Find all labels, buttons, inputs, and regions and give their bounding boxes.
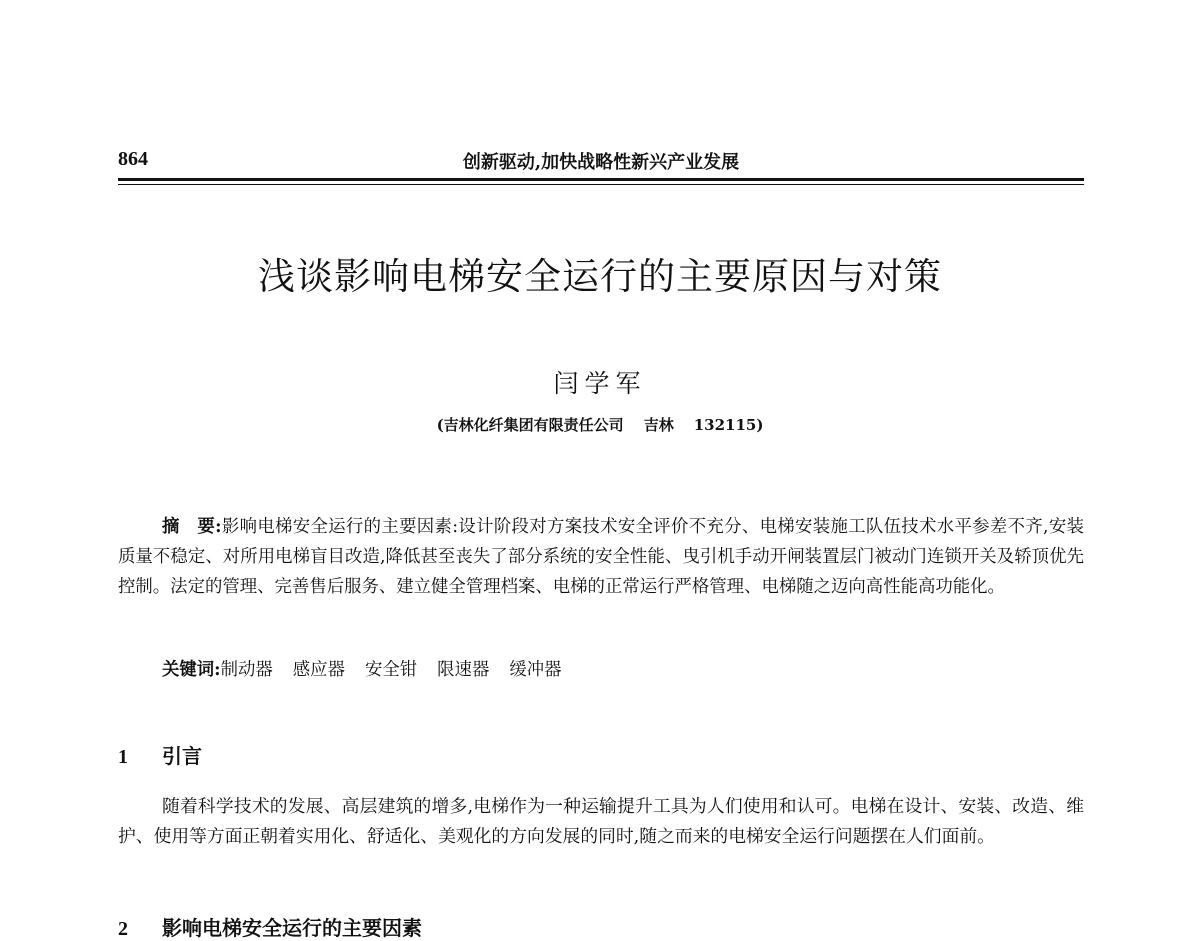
keyword-item: 安全钳	[364, 660, 418, 680]
keywords-label: 关键词:	[162, 660, 221, 680]
page-number: 864	[118, 148, 148, 170]
affiliation-open-paren: (	[436, 416, 444, 434]
section-heading-introduction	[118, 740, 202, 769]
author-name: 闫学军	[553, 369, 647, 398]
section-number: 1	[118, 746, 128, 768]
keyword-item: 感应器	[292, 660, 345, 680]
section-title: 引言	[162, 744, 202, 768]
article-title: 浅谈影响电梯安全运行的主要原因与对策	[258, 255, 942, 298]
keyword-item: 限速器	[437, 660, 490, 680]
section-heading-main-factors	[118, 912, 422, 941]
section-number: 2	[118, 918, 128, 940]
affiliation-organization: 吉林化纤集团有限责任公司	[443, 416, 624, 434]
keywords	[162, 655, 582, 685]
introduction-paragraph: 随着科学技术的发展、高层建筑的增多,电梯作为一种运输提升工具为人们使用和认可。电梯在设计、安装、改造、维护、使用等方面正朝着实用化、舒适化、美观化的方向发展的同时,随之而来的电梯安全运行问题摆在人们面前。	[118, 796, 1084, 847]
affiliation-postcode: 132115	[693, 416, 757, 434]
journal-title: 创新驱动,加快战略性新兴产业发展	[462, 152, 740, 173]
section-title: 影响电梯安全运行的主要因素	[162, 916, 422, 940]
header-rule-thick	[118, 178, 1084, 181]
abstract-text: 影响电梯安全运行的主要因素:设计阶段对方案技术安全评价不充分、电梯安装施工队伍技术水平参差不齐,安装质量不稳定、对所用电梯盲目改造,降低甚至丧失了部分系统的安全性能、曳引机手动开闸装置层门被动门连锁开关及轿顶优先控制。法定的管理、完善售后服务、建立健全管理档案、电梯的正常运行严格管理、电梯随之迈向高性能高功能化。	[118, 517, 1084, 597]
running-head	[118, 148, 1084, 174]
abstract-label: 摘 要:	[162, 517, 222, 537]
keyword-item: 制动器	[220, 660, 273, 680]
header-rule-thin	[118, 184, 1084, 185]
keyword-item: 缓冲器	[509, 660, 562, 680]
author-affiliation	[0, 414, 1200, 435]
abstract	[118, 512, 1084, 602]
affiliation-close-paren: )	[756, 416, 764, 434]
affiliation-city: 吉林	[643, 416, 674, 434]
